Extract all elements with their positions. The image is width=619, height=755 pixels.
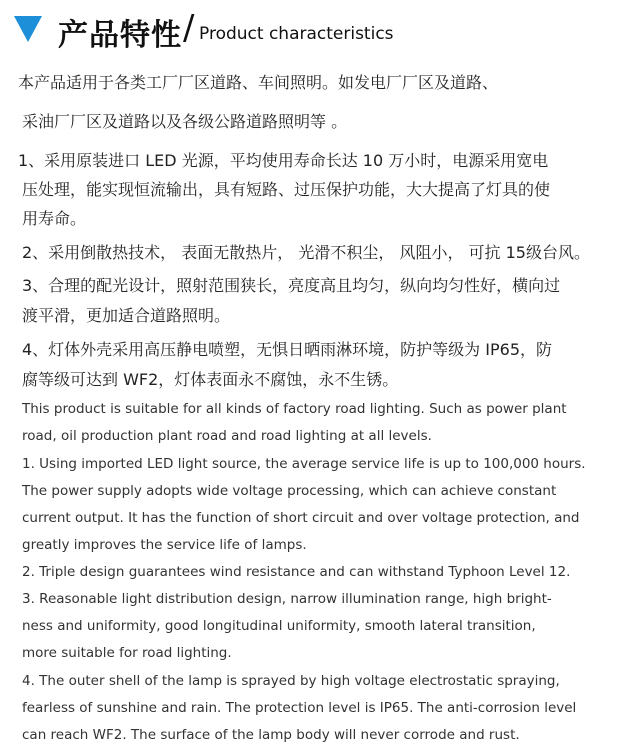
cn-line: 腐等级可达到 WF2，灯体表面永不腐蚀，永不生锈。	[22, 370, 399, 389]
en-line: 3. Reasonable light distribution design, narrow illumination range, high bright-	[22, 591, 552, 607]
cn-line: 本产品适用于各类工厂厂区道路、车间照明。如发电厂厂区及道路、	[18, 73, 499, 92]
en-line: more suitable for road lighting.	[22, 645, 232, 661]
en-line: greatly improves the service life of lamps.	[22, 537, 307, 553]
cn-line: 渡平滑，更加适合道路照明。	[22, 306, 231, 325]
cn-line: 2、采用倒散热技术， 表面无散热片， 光滑不积尘， 风阻小， 可抗 15级台风。	[22, 243, 590, 262]
en-line: current output. It has the function of short circuit and over voltage protection, and	[22, 510, 580, 526]
cn-line: 4、灯体外壳采用高压静电喷塑，无惧日晒雨淋环境，防护等级为 IP65，防	[22, 340, 552, 359]
en-line: ness and uniformity, good longitudinal uniformity, smooth lateral transition,	[22, 618, 536, 634]
cn-line: 3、合理的配光设计，照射范围狭长，亮度高且均匀，纵向均匀性好，横向过	[22, 276, 561, 295]
title-chinese: 产品特性	[58, 18, 182, 53]
en-line: 4. The outer shell of the lamp is sprayed by high voltage electrostatic spraying,	[22, 673, 560, 689]
cn-line: 1、采用原装进口 LED 光源，平均使用寿命长达 10 万小时，电源采用宽电	[18, 151, 549, 170]
cn-line: 采油厂厂区及道路以及各级公路道路照明等 。	[22, 112, 348, 131]
title-slash: /	[183, 8, 195, 48]
en-line: can reach WF2. The surface of the lamp body will never corrode and rust.	[22, 727, 520, 743]
section-header	[0, 0, 619, 62]
cn-line: 用寿命。	[22, 209, 87, 228]
en-line: This product is suitable for all kinds of factory road lighting. Such as power plant	[22, 401, 567, 417]
en-line: road, oil production plant road and road lighting at all levels.	[22, 428, 432, 444]
en-line: fearless of sunshine and rain. The protection level is IP65. The anti-corrosion level	[22, 700, 577, 716]
en-line: 2. Triple design guarantees wind resistance and can withstand Typhoon Level 12.	[22, 564, 571, 580]
title-english: Product characteristics	[199, 24, 394, 44]
en-line: The power supply adopts wide voltage processing, which can achieve constant	[22, 483, 557, 499]
en-line: 1. Using imported LED light source, the average service life is up to 100,000 hours.	[22, 456, 586, 472]
cn-line: 压处理，能实现恒流输出，具有短路、过压保护功能，大大提高了灯具的使	[22, 180, 551, 199]
triangle-down-icon	[14, 16, 42, 42]
